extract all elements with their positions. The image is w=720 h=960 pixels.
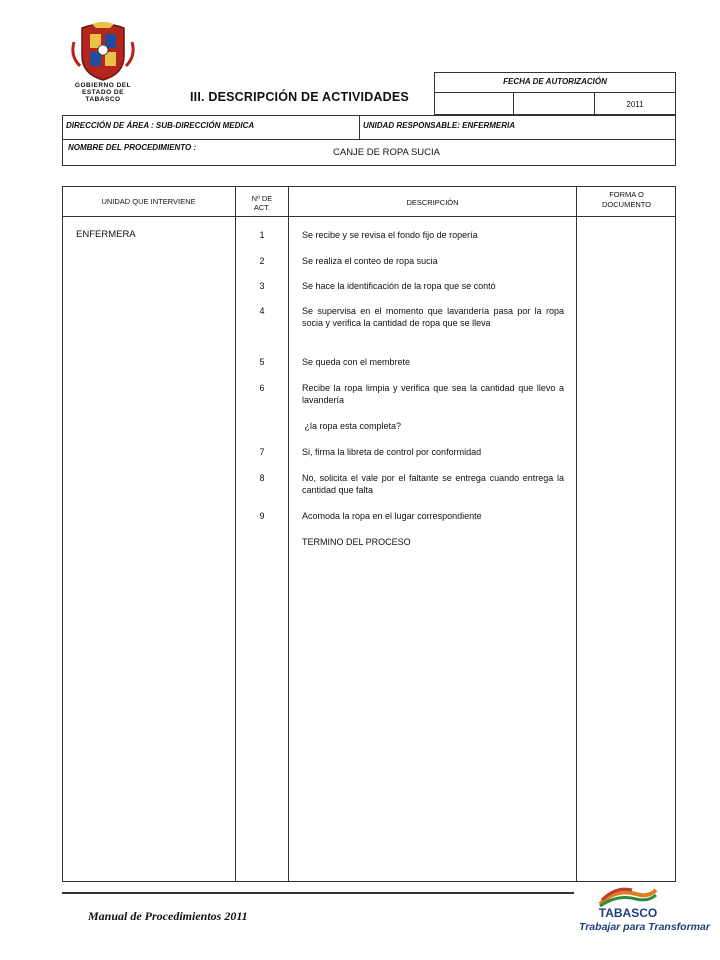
unit-value: ENFERMERA [76, 229, 136, 240]
header-number-line-2: ACT. [253, 203, 271, 212]
logo-line-2: ESTADO DE [82, 89, 124, 96]
authorization-divider [434, 92, 676, 93]
authorization-year: 2011 [626, 100, 644, 109]
brand-name: TABASCO [598, 906, 658, 920]
header-unit: UNIDAD QUE INTERVIENE [101, 197, 196, 206]
decision-question: ¿la ropa esta completa? [302, 421, 402, 431]
activity-number: 2 [259, 256, 265, 266]
activity-number: 3 [259, 281, 265, 291]
activity-description: Se hace la identificación de la ropa que se contó [302, 281, 496, 291]
process-end: TERMINO DEL PROCESO [302, 537, 411, 547]
col-divider-2 [288, 186, 289, 882]
table-header-divider [62, 216, 676, 217]
activity-number: 7 [259, 447, 265, 457]
state-emblem [70, 22, 136, 82]
activity-number: 4 [259, 306, 265, 316]
manual-title: Manual de Procedimientos 2011 [88, 909, 248, 923]
activity-description: Se realiza el conteo de ropa sucia [302, 256, 438, 266]
activity-description: No, solicita el vale por el faltante se entrega cuando entrega la cantidad que falta [302, 473, 564, 495]
header-number [236, 194, 288, 212]
area-label: DIRECCIÓN DE ÁREA : SUB-DIRECCIÓN MEDICA [66, 121, 255, 130]
activity-number: 1 [259, 230, 265, 240]
header-description: DESCRIPCIÓN [406, 198, 459, 207]
auth-cell-divider-1 [513, 92, 514, 115]
section-title: III. DESCRIPCIÓN DE ACTIVIDADES [190, 90, 409, 104]
activity-description: Acomoda la ropa en el lugar correspondiente [302, 511, 482, 521]
header-form-line-1: FORMA O [609, 190, 644, 199]
activity-number: 9 [259, 511, 265, 521]
activity-description: Se recibe y se revisa el fondo fijo de ropería [302, 230, 478, 240]
authorization-label: FECHA DE AUTORIZACIÓN [503, 77, 607, 86]
header-form [577, 190, 676, 210]
logo-line-1: GOBIERNO DEL [74, 82, 132, 89]
logo-line-3: TABASCO [85, 96, 121, 103]
brand-logo-icon [596, 886, 660, 908]
activity-description: Recibe la ropa limpia y verifica que sea la cantidad que llevo a lavandería [302, 383, 564, 405]
procedure-label: NOMBRE DEL PROCEDIMIENTO : [68, 143, 197, 152]
activity-description: Se supervisa en el momento que lavandería pasa por la ropa socia y verifica la cantidad de ropa que se lleva [302, 306, 564, 328]
activity-description: Si, firma la libreta de control por conformidad [302, 447, 482, 457]
header-number-line-1: Nº DE [251, 194, 273, 203]
footer-rule [62, 892, 574, 894]
unit-label: UNIDAD RESPONSABLE: ENFERMERIA [363, 121, 516, 130]
header-form-line-2: DOCUMENTO [601, 200, 652, 209]
activity-number: 5 [259, 357, 265, 367]
procedure-name: CANJE DE ROPA SUCIA [333, 147, 440, 158]
col-divider-3 [576, 186, 577, 882]
activity-number: 6 [259, 383, 265, 393]
activity-description: Se queda con el membrete [302, 357, 411, 367]
logo-text [64, 82, 142, 103]
activity-number: 8 [259, 473, 265, 483]
brand-slogan: Trabajar para Transformar [579, 921, 710, 933]
